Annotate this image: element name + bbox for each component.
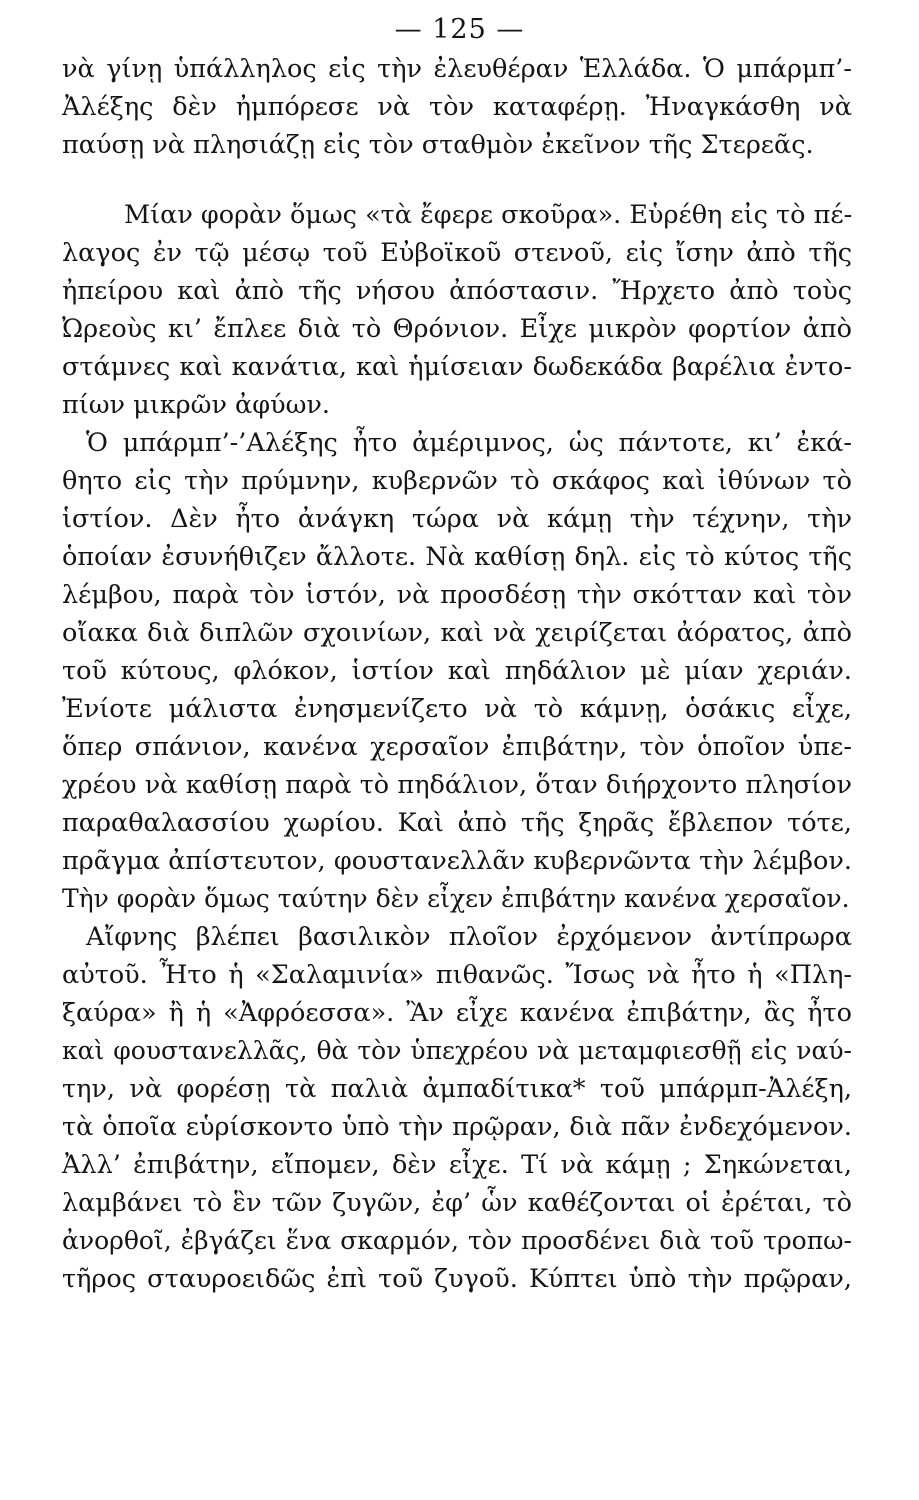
text-line: λέμβου, παρὰ τὸν ἱστόν, νὰ προσδέσῃ τὴν σκότταν καὶ τὸν (62, 580, 852, 610)
text-line: τὰ ὁποῖα εὑρίσκοντο ὑπὸ τὴν πρῷραν, διὰ πᾶν ἐνδεχόμενον. (62, 1112, 852, 1142)
text-line: στάμνες καὶ κανάτια, καὶ ἡμίσειαν δωδεκάδα βαρέλια ἐντο- (62, 352, 852, 382)
text-line: ὁποίαν ἐσυνήθιζεν ἄλλοτε. Νὰ καθίσῃ δηλ. εἰς τὸ κύτος τῆς (62, 542, 852, 572)
text-line: χρέου νὰ καθίσῃ παρὰ τὸ πηδάλιον, ὅταν διήρχοντο πλησίον (62, 770, 852, 800)
text-line: οἴακα διὰ διπλῶν σχοινίων, καὶ νὰ χειρίζεται ἀόρατος, ἀπὸ (62, 618, 852, 648)
text-line: πρᾶγμα ἀπίστευτον, φουστανελλᾶν κυβερνῶντα τὴν λέμβον. (62, 846, 852, 876)
text-line: καὶ φουστανελλᾶς, θὰ τὸν ὑπεχρέου νὰ μεταμφιεσθῇ εἰς ναύ- (62, 1036, 852, 1065)
paragraph (62, 424, 852, 918)
body-text (62, 50, 852, 1298)
text-line: τοῦ κύτους, φλόκον, ἱστίον καὶ πηδάλιον μὲ μίαν χεριάν. (62, 656, 852, 686)
page-number: — 125 — (394, 14, 525, 45)
text-line: ξαύρα» ἢ ἡ «Ἀφρόεσσα». Ἂν εἶχε κανένα ἐπιβάτην, ἂς ἦτο (62, 998, 852, 1028)
paragraph (62, 196, 852, 424)
text-line: ἱστίον. Δὲν ἦτο ἀνάγκη τώρα νὰ κάμῃ τὴν τέχνην, τὴν (62, 504, 852, 534)
text-line: Μίαν φορὰν ὅμως «τὰ ἔφερε σκοῦρα». Εὑρέθη εἰς τὸ πέ- (124, 200, 853, 230)
text-line: Τὴν φορὰν ὅμως ταύτην δὲν εἶχεν ἐπιβάτην κανένα χερσαῖον. (62, 884, 850, 913)
text-line: Ὁ μπάρμπ’-’Αλέξης ἦτο ἀμέριμνος, ὡς πάντοτε, κι’ ἐκά- (86, 428, 852, 458)
text-line: λαγος ἐν τῷ μέσῳ τοῦ Εὐβοϊκοῦ στενοῦ, εἰς ἴσην ἀπὸ τῆς (62, 238, 852, 268)
paragraph-gap (62, 164, 852, 196)
text-line: Ἀλέξης δὲν ἠμπόρεσε νὰ τὸν καταφέρῃ. Ἠναγκάσθη νὰ (62, 92, 852, 122)
text-line: την, νὰ φορέσῃ τὰ παλιὰ ἀμπαδίτικα* τοῦ μπάρμπ-Ἀλέξη, (62, 1074, 852, 1104)
text-line: Ἐνίοτε μάλιστα ἐνησμενίζετο νὰ τὸ κάμνῃ, ὁσάκις εἶχε, (62, 694, 852, 724)
text-line: παραθαλασσίου χωρίου. Καὶ ἀπὸ τῆς ξηρᾶς ἔβλεπον τότε, (62, 808, 852, 838)
text-line: Ἀλλ’ ἐπιβάτην, εἴπομεν, δὲν εἶχε. Τί νὰ κάμῃ ; Σηκώνεται, (62, 1150, 852, 1180)
text-line: Αἴφνης βλέπει βασιλικὸν πλοῖον ἐρχόμενον ἀντίπρωρα (86, 922, 852, 952)
paragraph (62, 918, 852, 1298)
text-line: θητο εἰς τὴν πρύμνην, κυβερνῶν τὸ σκάφος καὶ ἰθύνων τὸ (62, 466, 852, 496)
text-line: πίων μικρῶν ἀφύων. (62, 390, 331, 420)
text-line: ὅπερ σπάνιον, κανένα χερσαῖον ἐπιβάτην, τὸν ὁποῖον ὑπε- (62, 732, 852, 762)
text-line: τῆρος σταυροειδῶς ἐπὶ τοῦ ζυγοῦ. Κύπτει ὑπὸ τὴν πρῷραν, (62, 1264, 852, 1294)
text-line: αὐτοῦ. Ἦτο ἡ «Σαλαμινία» πιθανῶς. Ἴσως νὰ ἦτο ἡ «Πλη- (62, 960, 852, 990)
text-line: παύσῃ νὰ πλησιάζῃ εἰς τὸν σταθμὸν ἐκεῖνον τῆς Στερεᾶς. (62, 130, 814, 160)
text-line: ἀνορθοῖ, ἐβγάζει ἕνα σκαρμόν, τὸν προσδένει διὰ τοῦ τροπω- (62, 1226, 852, 1255)
text-line: λαμβάνει τὸ ἓν τῶν ζυγῶν, ἐφ’ ὧν καθέζονται οἱ ἐρέται, τὸ (62, 1188, 852, 1218)
text-line: νὰ γίνῃ ὑπάλληλος εἰς τὴν ἐλευθέραν Ἑλλάδα. Ὁ μπάρμπ’- (62, 54, 852, 84)
paragraph (62, 50, 852, 164)
text-line: Ὠρεοὺς κι’ ἔπλεε διὰ τὸ Θρόνιον. Εἶχε μικρὸν φορτίον ἀπὸ (62, 314, 852, 344)
text-line: ἠπείρου καὶ ἀπὸ τῆς νήσου ἀπόστασιν. Ἤρχετο ἀπὸ τοὺς (62, 276, 852, 306)
